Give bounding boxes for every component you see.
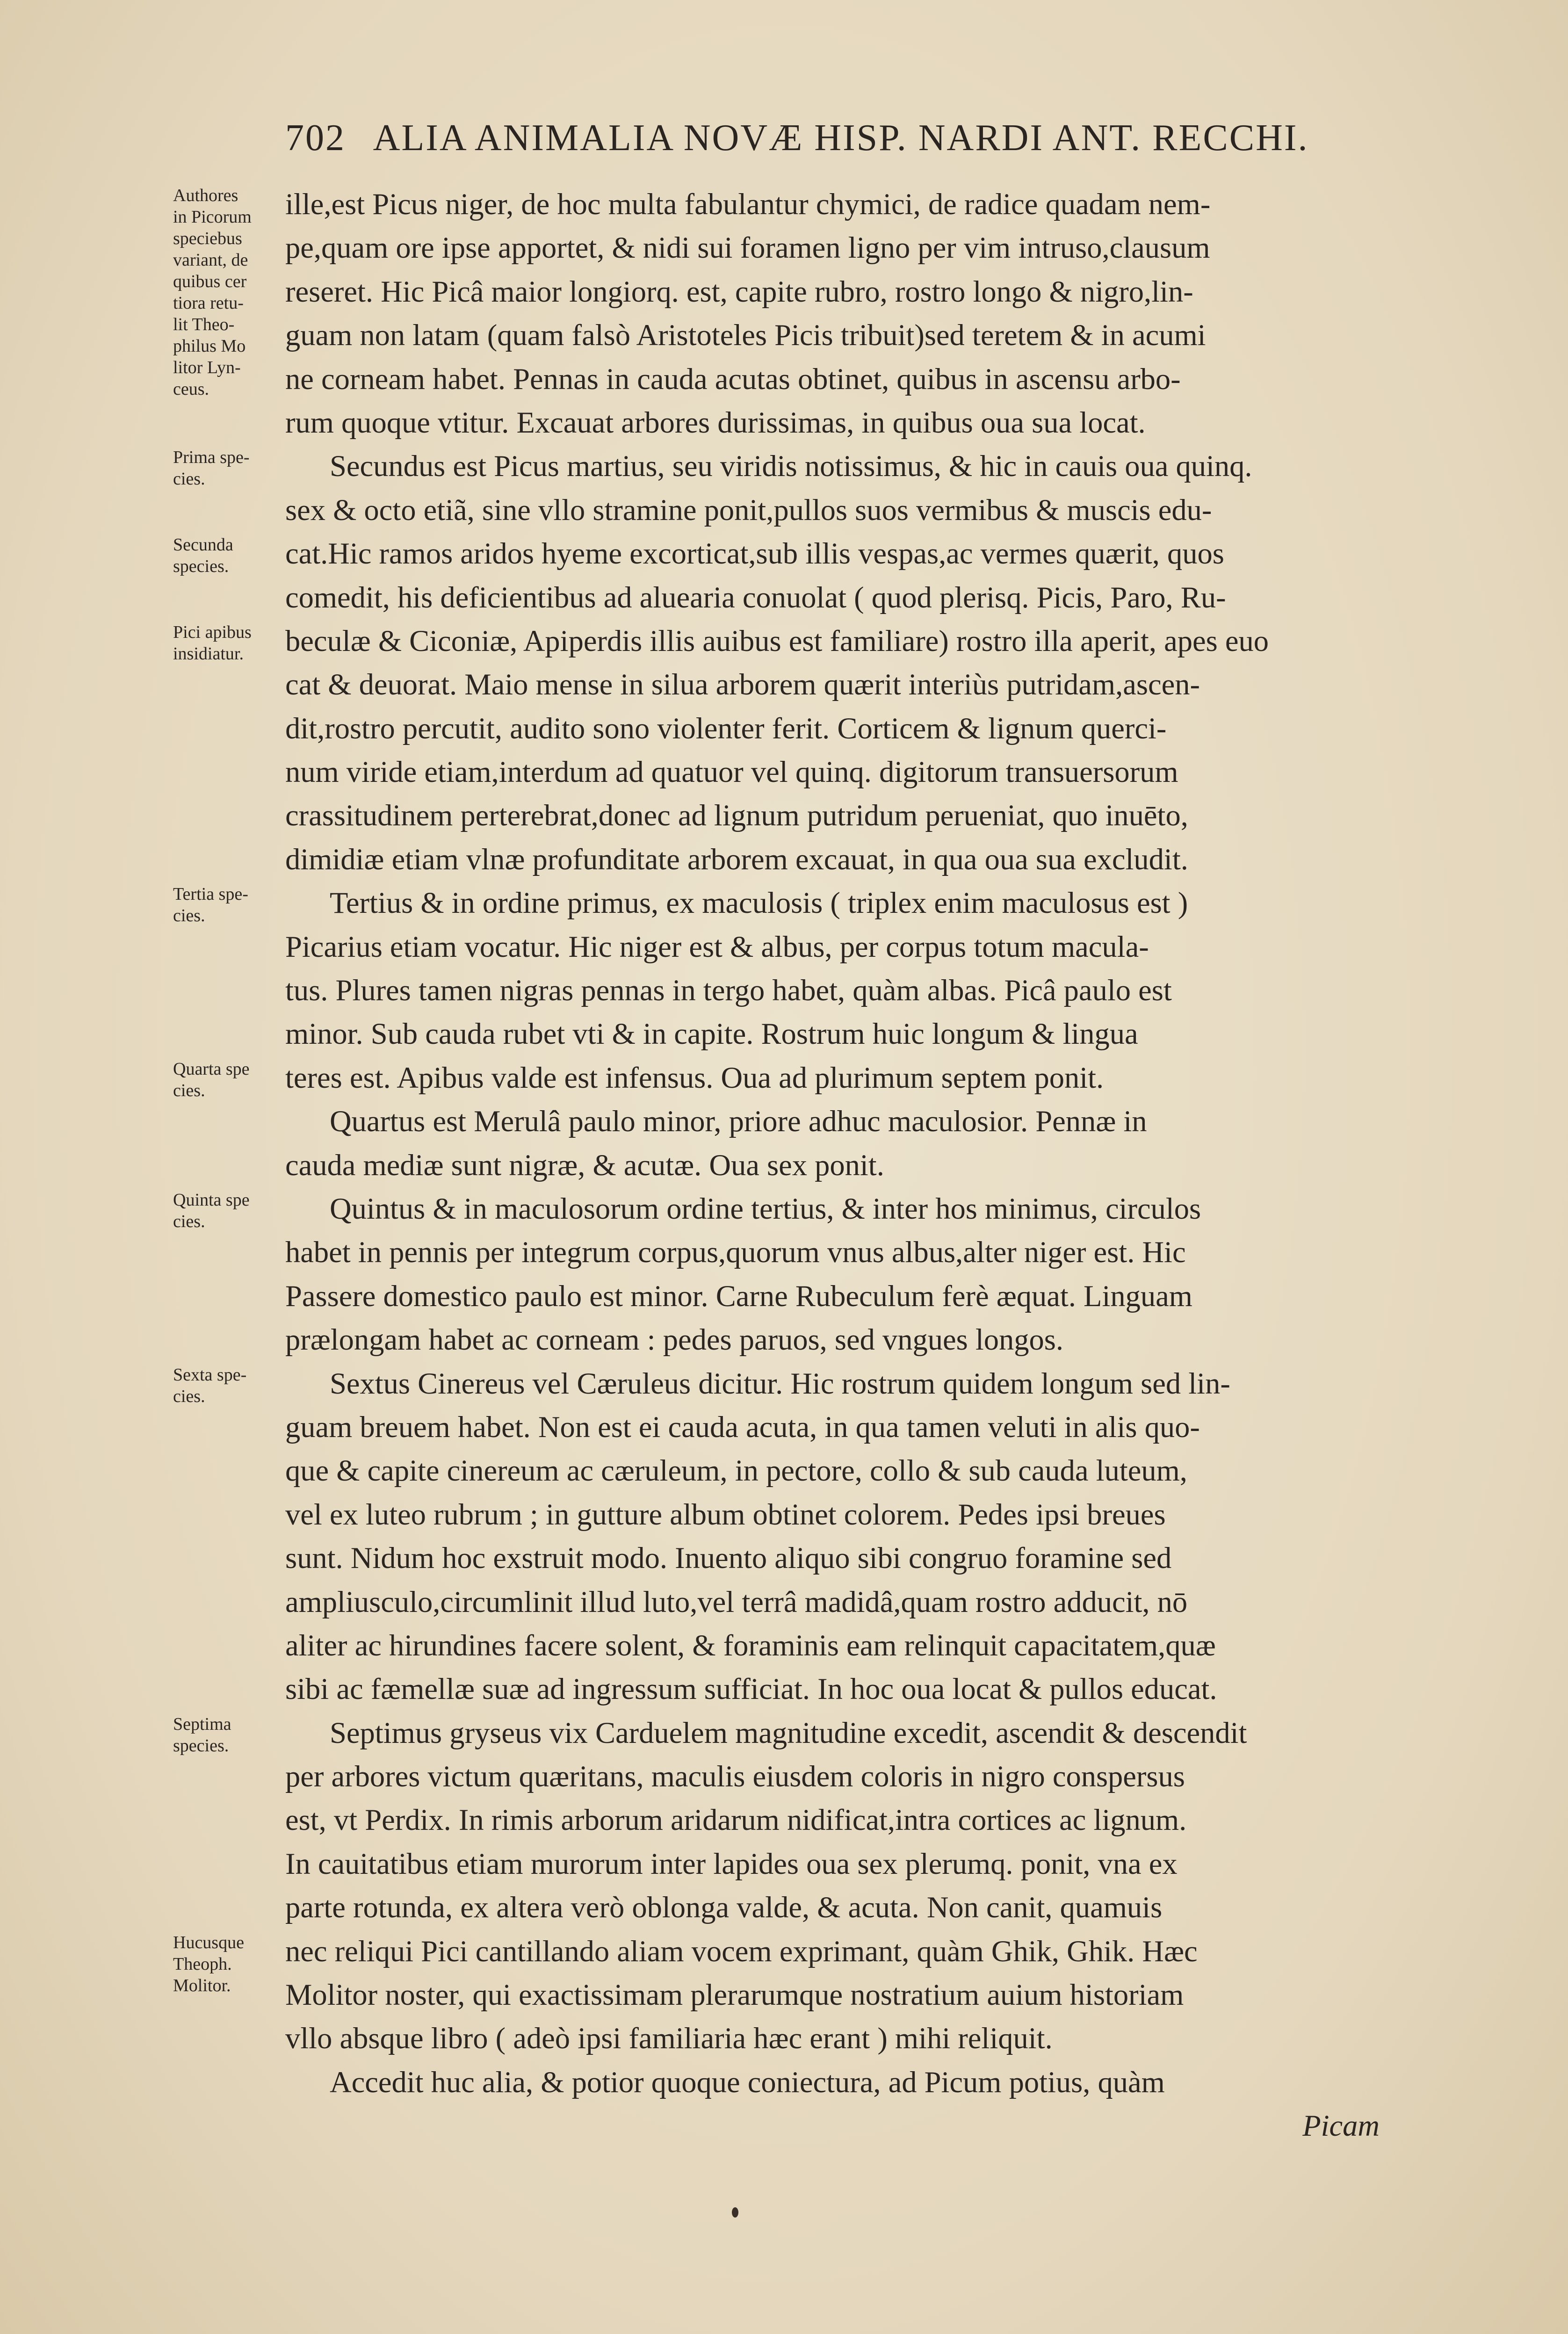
margin-note-line: Molitor. (173, 1976, 231, 1995)
margin-note-line: Quarta spe (173, 1059, 250, 1079)
margin-note-line: Tertia spe- (173, 884, 248, 904)
text-line: Quintus & in maculosorum ordine tertius, & inter hos minimus, circulos (330, 1192, 1201, 1225)
margin-note-line: insidiatur. (173, 644, 244, 664)
text-line: guam breuem habet. Non est ei cauda acuta, in qua tamen veluti in alis quo- (285, 1410, 1200, 1444)
margin-note-line: Quinta spe (173, 1190, 250, 1210)
text-line: que & capite cinereum ac cæruleum, in pectore, collo & sub cauda luteum, (285, 1454, 1187, 1488)
margin-note (173, 621, 252, 665)
text-line: rum quoque vtitur. Excauat arbores durissimas, in quibus oua sua locat. (285, 405, 1146, 439)
margin-note-line: Sexta spe- (173, 1365, 247, 1385)
text-line: ne corneam habet. Pennas in cauda acutas obtinet, quibus in ascensu arbo- (285, 362, 1181, 396)
text-line: est, vt Perdix. In rimis arborum aridarum nidificat,intra cortices ac lignum. (285, 1803, 1187, 1837)
margin-note-line: Theoph. (173, 1954, 232, 1974)
text-line: crassitudinem perterebrat,donec ad lignum putridum perueniat, quo inuēto, (285, 799, 1188, 832)
margin-note-line: philus Mo (173, 336, 246, 356)
text-line: prælongam habet ac corneam : pedes paruos, sed vngues longos. (285, 1323, 1064, 1357)
text-line: minor. Sub cauda rubet vti & in capite. Rostrum huic longum & lingua (285, 1017, 1138, 1051)
margin-note (173, 883, 248, 926)
margin-note-line: cies. (173, 1212, 205, 1232)
text-line: cauda mediæ sunt nigræ, & acutæ. Oua sex ponit. (285, 1148, 884, 1182)
margin-note-line: Authores (173, 186, 238, 205)
page-number: 702 (285, 117, 346, 159)
margin-note-line: cies. (173, 1386, 205, 1406)
margin-note-line: tiora retu- (173, 293, 244, 313)
margin-note-line: in Picorum (173, 207, 252, 227)
text-line: tus. Plures tamen nigras pennas in tergo habet, quàm albas. Picâ paulo est (285, 974, 1172, 1007)
text-line: num viride etiam,interdum ad quatuor vel quinq. digitorum transuersorum (285, 755, 1178, 789)
text-line: Passere domestico paulo est minor. Carne Rubeculum ferè æquat. Linguam (285, 1279, 1192, 1313)
text-line: cat & deuorat. Maio mense in silua arborem quærit interiùs putridam,ascen- (285, 668, 1200, 701)
margin-note-line: species. (173, 556, 229, 577)
margin-note (173, 185, 252, 400)
margin-note-line: Septima (173, 1714, 231, 1734)
margin-note-line: species. (173, 1736, 229, 1756)
running-title: ALIA ANIMALIA NOVÆ HISP. NARDI ANT. RECCHI. (373, 117, 1309, 159)
text-line: In cauitatibus etiam murorum inter lapides oua sex plerumq. ponit, vna ex (285, 1847, 1178, 1880)
text-line: Secundus est Picus martius, seu viridis notissimus, & hic in cauis oua quinq. (330, 449, 1252, 483)
running-header (285, 117, 1431, 173)
text-line: per arbores victum quæritans, maculis eiusdem coloris in nigro conspersus (285, 1760, 1185, 1793)
margin-note-line: litor Lyn- (173, 358, 241, 377)
margin-note (173, 1189, 250, 1232)
text-line: nec reliqui Pici cantillando aliam vocem exprimant, quàm Ghik, Ghik. Hæc (285, 1934, 1198, 1968)
text-line: dimidiæ etiam vlnæ profunditate arborem excauat, in qua oua sua excludit. (285, 842, 1188, 876)
margin-note-line: ceus. (173, 379, 210, 399)
text-line: Sextus Cinereus vel Cæruleus dicitur. Hic rostrum quidem longum sed lin- (330, 1366, 1230, 1400)
text-line: guam non latam (quam falsò Aristoteles Picis tribuit)sed teretem & in acumi (285, 318, 1206, 352)
text-line: sibi ac fæmellæ suæ ad ingressum sufficiat. In hoc oua locat & pullos educat. (285, 1672, 1217, 1706)
text-line: Quartus est Merulâ paulo minor, priore adhuc maculosior. Pennæ in (330, 1105, 1147, 1138)
margin-note (173, 1058, 250, 1101)
text-line: comedit, his deficientibus ad aluearia conuolat ( quod plerisq. Picis, Paro, Ru- (285, 580, 1226, 614)
text-line: habet in pennis per integrum corpus,quorum vnus albus,alter niger est. Hic (285, 1236, 1186, 1269)
text-line: aliter ac hirundines facere solent, & foraminis eam relinquit capacitatem,quæ (285, 1628, 1216, 1662)
text-line: reseret. Hic Picâ maior longiorq. est, capite rubro, rostro longo & nigro,lin- (285, 275, 1193, 308)
text-line: sex & octo etiã, sine vllo stramine ponit,pullos suos vermibus & muscis edu- (285, 493, 1212, 527)
text-line: vllo absque libro ( adeò ipsi familiaria hæc erant ) mihi reliquit. (285, 2022, 1053, 2055)
text-line: cat.Hic ramos aridos hyeme excorticat,sub illis vespas,ac vermes quærit, quos (285, 537, 1224, 571)
text-line: teres est. Apibus valde est infensus. Oua ad plurimum septem ponit. (285, 1061, 1104, 1094)
text-line: beculæ & Ciconiæ, Apiperdis illis auibus est familiare) rostro illa aperit, apes euo (285, 624, 1269, 658)
text-line: Tertius & in ordine primus, ex maculosis ( triplex enim maculosus est ) (330, 886, 1188, 920)
margin-note-line: Secunda (173, 535, 233, 555)
text-line: Accedit huc alia, & potior quoque coniectura, ad Picum potius, quàm (330, 2065, 1165, 2099)
margin-note-line: cies. (173, 906, 205, 926)
margin-note-line: lit Theo- (173, 315, 235, 334)
margin-note-line: Hucusque (173, 1933, 244, 1952)
margin-note (173, 1713, 231, 1756)
margin-note (173, 1932, 244, 1996)
text-line: dit,rostro percutit, audito sono violenter ferit. Corticem & lignum querci- (285, 711, 1167, 745)
margin-note-line: speciebus (173, 229, 242, 248)
ink-blot (732, 2207, 738, 2218)
margin-note-line: quibus cer (173, 272, 247, 291)
text-line: Septimus gryseus vix Carduelem magnitudine excedit, ascendit & descendit (330, 1716, 1247, 1749)
text-line: Molitor noster, qui exactissimam plerarumque nostratium auium historiam (285, 1978, 1184, 2012)
margin-note-line: Pici apibus (173, 622, 252, 642)
margin-note-line: cies. (173, 1081, 205, 1100)
text-line: sunt. Nidum hoc exstruit modo. Inuento aliquo sibi congruo foramine sed (285, 1541, 1172, 1575)
margin-note-line: variant, de (173, 250, 248, 270)
margin-note (173, 1364, 246, 1407)
margin-note (173, 534, 233, 577)
text-line: pe,quam ore ipse apportet, & nidi sui foramen ligno per vim intruso,clausum (285, 231, 1210, 265)
margin-note-line: cies. (173, 469, 205, 489)
text-line: vel ex luteo rubrum ; in gutture album obtinet colorem. Pedes ipsi breues (285, 1497, 1166, 1531)
text-line: parte rotunda, ex altera verò oblonga valde, & acuta. Non canit, quamuis (285, 1891, 1163, 1924)
catchword: Picam (1302, 2109, 1380, 2143)
main-text (285, 182, 1468, 2148)
text-line: ampliusculo,circumlinit illud luto,vel terrâ madidâ,quam rostro adducit, nō (285, 1585, 1188, 1619)
text-line: ille,est Picus niger, de hoc multa fabulantur chymici, de radice quadam nem- (285, 188, 1211, 221)
margin-note (173, 447, 250, 490)
margin-note-line: Prima spe- (173, 448, 250, 468)
text-line: Picarius etiam vocatur. Hic niger est & albus, per corpus totum macula- (285, 930, 1149, 963)
